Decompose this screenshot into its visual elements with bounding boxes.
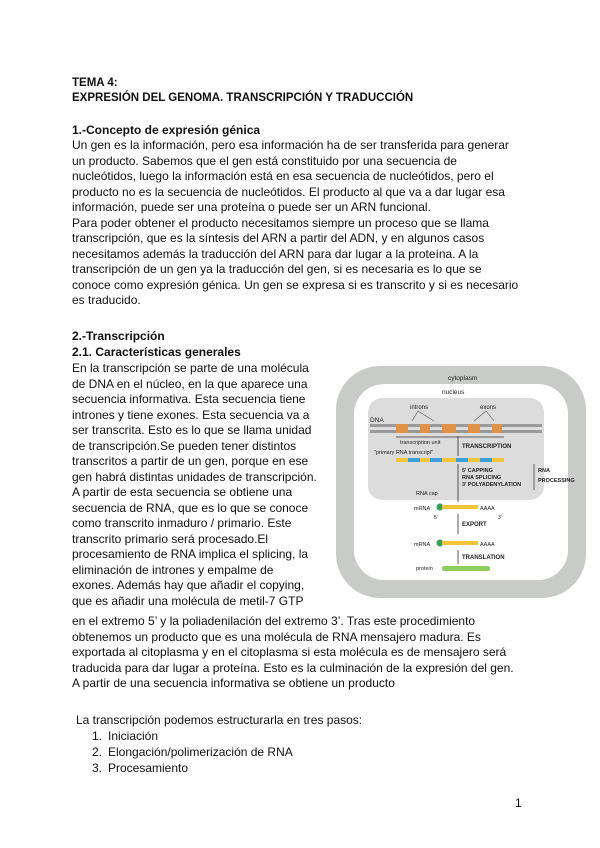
splicing-label: RNA SPLICING [462,475,502,481]
section-2-heading: 2.-Transcripción [72,329,165,343]
transcript-exon [468,458,480,462]
export-label: EXPORT [462,522,487,528]
introns-label: introns [410,405,429,411]
polyadenylation-label: 3’ POLYADENYLATION [462,482,522,488]
protein-label: protein [416,566,433,572]
section-1-paragraph [72,138,532,309]
cytoplasmic-mrna [442,541,478,545]
protein [442,566,490,571]
text-line: obtenemos un producto que es una molécula de RNA mensajero madura. Es [72,629,481,644]
section-2-1-heading: 2.1. Características generales [72,345,241,359]
list-item [92,744,293,760]
text-line: necesitamos además la traducción del ARN para dar lugar a la proteína. A la [72,246,479,261]
text-line: exones. Además hay que añadir el copying, [72,578,305,592]
list-item-label: Procesamiento [108,761,189,775]
page-number: 1 [515,796,522,810]
text-line: producto no es la secuencia de nucleótidos. El producto al que va a dar lugar esa [72,184,505,199]
text-line: Para poder obtener el producto necesitamos siempre un proceso que se llama [72,215,489,230]
dna-exon [420,424,430,433]
polya-tail: AAAA [480,506,495,512]
text-line: conoce como expresión génica. Un gen se expresa si es transcrito y si es necesario [72,277,519,292]
text-line: secuencia de RNA, que es lo que se conoce [72,500,309,515]
text-line: como transcrito inmaduro / primario. Este [72,516,292,530]
transcript-exon [396,458,408,462]
text-line: un producto. Sabemos que el gen está constituido por una secuencia de [72,153,457,168]
text-line: de DNA en el núcleo, en la que aparece una [72,376,308,391]
translation-label: TRANSLATION [462,555,505,561]
text-line: de transcripción.Se pueden tener distintos [72,438,297,453]
document-title [72,76,413,106]
rna-cap-label: RNA cap [416,491,438,497]
text-line: transcripción de un gen ya la traducción del gen, si es necesaria es lo que se [72,262,482,276]
text-line: información, puede ser una proteína o puede ser un ARN funcional. [72,200,431,214]
list-item [92,728,293,744]
mrna-label-cytoplasm: mRNA [414,542,431,548]
dna-exon [492,424,502,433]
section-2-paragraph-wide [72,614,532,692]
gene-expression-figure [334,364,590,604]
list-item-number: 2. [92,745,103,759]
text-line: es traducido. [72,293,141,307]
text-line: ser transcrita. Esto es lo que se llama unidad [72,423,312,437]
cytoplasm-label: cytoplasm [448,375,478,382]
mrna-label: mRNA [414,506,431,512]
dna-exon [442,424,456,433]
transcript-exon [442,458,456,462]
list-item-label: Elongación/polimerización de RNA [108,745,293,759]
text-line: secuencia informativa. Esta secuencia tiene [72,392,306,406]
text-line: traducida para dar lugar a proteína. Esto es la culminación de la expresión del gen. [72,660,514,675]
rna-processing-label: RNA [538,468,550,474]
transcription-unit-label: transcription unit [400,440,441,446]
list-item-number: 3. [92,761,103,775]
section-2-paragraph-narrow [72,361,328,609]
capping-label: 5’ CAPPING [462,468,493,474]
text-line: transcripción, que es la síntesis del ARN a partir del ADN, y en algunos casos [72,231,485,245]
dna-exon [396,424,408,433]
five-prime-label: 5’ [434,515,438,521]
text-line: gen habrá distintas unidades de transcripción. [72,469,317,484]
transcript-exon [492,458,504,462]
dna-exon [468,424,480,433]
title-line-1: TEMA 4: [72,77,118,89]
exons-label: exons [480,405,497,411]
rna-processing-label: PROCESSING [538,478,575,484]
text-line: En la transcripción se parte de una molécula [72,361,309,375]
text-line: exportada al citoplasma y en el citoplasma si esta molécula es de mensajero será [72,645,507,659]
title-line-2: EXPRESIÓN DEL GENOMA. TRANSCRIPCIÓN Y TRADUCCIÓN [72,92,414,104]
text-line: intrones y tiene exones. Esta secuencia va a [72,407,310,422]
nucleus-label: nucleus [442,389,465,396]
text-line: A partir de esta secuencia se obtiene una [72,485,293,499]
text-line: A partir de una secuencia informativa se obtiene un producto [72,676,395,690]
list-item [92,760,293,776]
transcription-label: TRANSCRIPTION [462,444,512,450]
text-line: eliminación de intrones y empalme de [72,562,274,577]
dna-label: DNA [370,417,384,424]
list-item-number: 1. [92,729,103,743]
primary-transcript-label: "primary RNA transcript" [374,450,434,456]
three-prime-label: 3’ [498,515,502,521]
text-line: en el extremo 5’ y la poliadenilación del extremo 3’. Tras este procedimiento [72,614,476,628]
section-1-heading: 1.-Concepto de expresión génica [72,123,261,137]
transcript-exon [420,458,430,462]
text-line: transcritos a partir de un gen, porque en ese [72,454,309,468]
text-line: que es añadir una molécula de metil-7 GTP [72,593,304,608]
mature-mrna [442,505,478,509]
text-line: nucleótidos, luego la información está en esa secuencia de nucleótidos, pero el [72,169,494,183]
text-line: Un gen es la información, pero esa información ha de ser transferida para generar [72,138,509,152]
polya-tail: AAAA [480,542,495,548]
steps-list [92,728,293,776]
text-line: procesamiento de RNA implica el splicing, la [72,547,309,561]
text-line: transcrito primario será procesado.El [72,531,269,546]
steps-intro: La transcripción podemos estructurarla en tres pasos: [76,713,363,727]
list-item-label: Iniciación [108,729,159,743]
